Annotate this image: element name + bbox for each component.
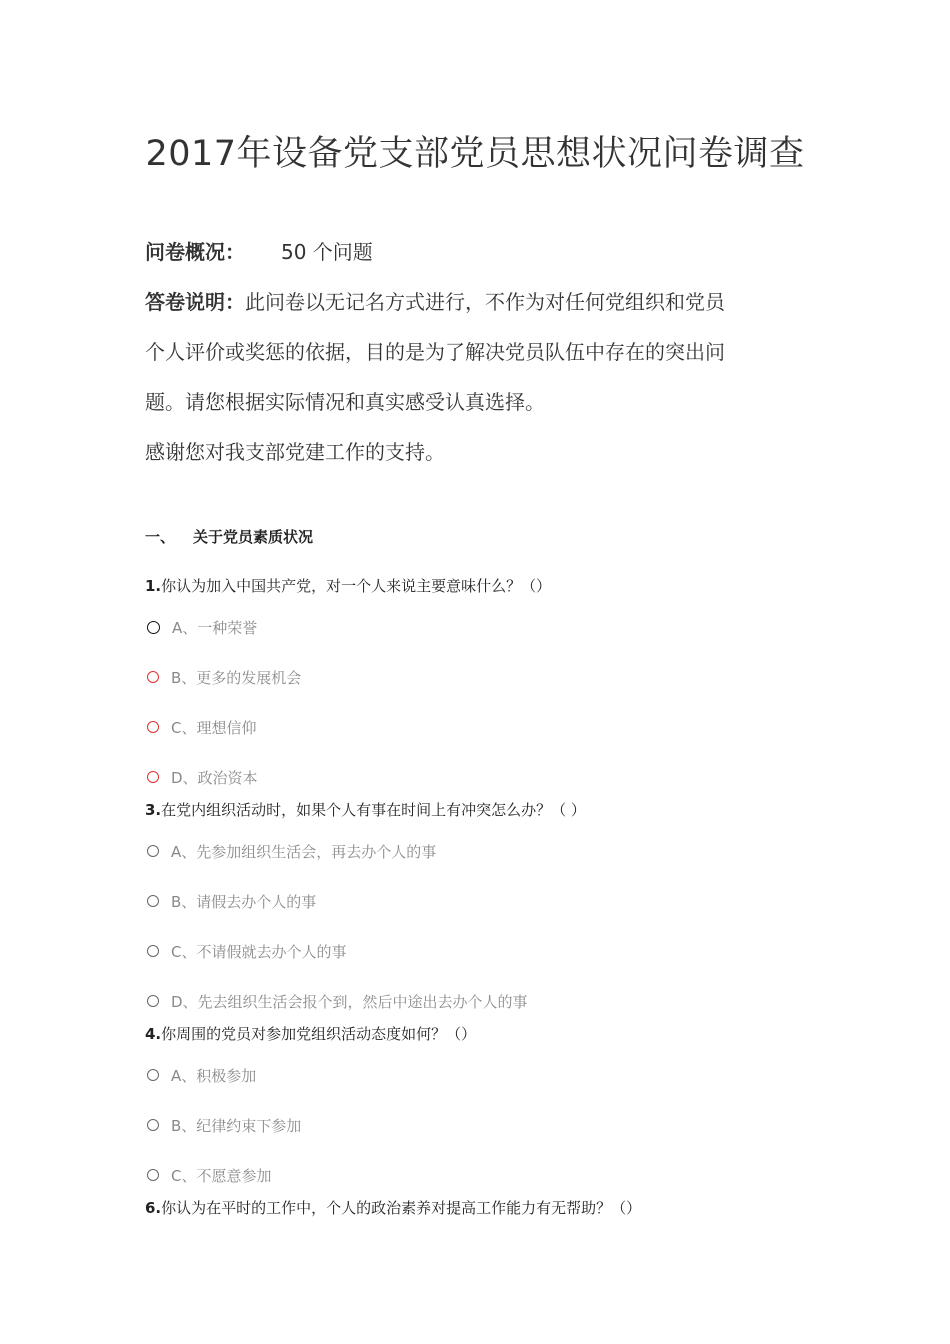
section-title: 关于党员素质状况 — [193, 528, 314, 546]
option-label: A、一种荣誉 — [172, 618, 258, 637]
radio-button-icon[interactable] — [147, 1169, 159, 1181]
question-text: 你认为加入中国共产党，对一个人来说主要意味什么？（） — [161, 577, 552, 595]
q4-option-b[interactable] — [147, 1114, 301, 1136]
instructions-label: 答卷说明： — [145, 290, 245, 314]
radio-button-icon[interactable] — [147, 671, 159, 683]
question-6 — [145, 1197, 641, 1218]
option-label: C、理想信仰 — [171, 718, 257, 737]
radio-button-icon[interactable] — [147, 621, 160, 634]
question-text: 你周围的党员对参加党组织活动态度如何？（） — [161, 1025, 477, 1043]
radio-button-icon[interactable] — [147, 721, 159, 733]
option-label: A、积极参加 — [171, 1066, 257, 1085]
instructions-line-1 — [145, 286, 825, 315]
question-number: 3. — [145, 801, 162, 819]
radio-button-icon[interactable] — [147, 771, 159, 783]
radio-button-icon[interactable] — [147, 845, 159, 857]
instructions-line-3: 题。请您根据实际情况和真实感受认真选择。 — [145, 390, 545, 414]
overview-line — [145, 236, 825, 265]
radio-button-icon[interactable] — [147, 945, 159, 957]
q3-option-c[interactable] — [147, 940, 346, 962]
q1-option-d[interactable] — [147, 766, 258, 788]
section-number: 一、 — [145, 528, 176, 546]
q3-option-d[interactable] — [147, 990, 528, 1012]
option-label: B、纪律约束下参加 — [171, 1116, 302, 1135]
question-text: 你认为在平时的工作中，个人的政治素养对提高工作能力有无帮助？（） — [161, 1199, 642, 1217]
q4-option-a[interactable] — [147, 1064, 256, 1086]
overview-label: 问卷概况： — [145, 240, 245, 264]
question-text: 在党内组织活动时，如果个人有事在时间上有冲突怎么办？（ ） — [161, 801, 586, 819]
section-heading — [145, 526, 313, 547]
radio-button-icon[interactable] — [147, 1119, 159, 1131]
page-title: 2017年设备党支部党员思想状况问卷调查 — [145, 134, 805, 174]
instructions-line-2: 个人评价或奖惩的依据，目的是为了解决党员队伍中存在的突出问 — [145, 340, 725, 364]
question-number: 6. — [145, 1199, 162, 1217]
q1-option-b[interactable] — [147, 666, 301, 688]
overview-value: 50 个问题 — [281, 240, 373, 264]
q4-option-c[interactable] — [147, 1164, 271, 1186]
radio-button-icon[interactable] — [147, 1069, 159, 1081]
option-label: B、请假去办个人的事 — [171, 892, 317, 911]
question-1 — [145, 575, 551, 596]
option-label: C、不愿意参加 — [171, 1166, 272, 1185]
option-label: D、先去组织生活会报个到，然后中途出去办个人的事 — [171, 992, 528, 1011]
q3-option-b[interactable] — [147, 890, 316, 912]
radio-button-icon[interactable] — [147, 995, 159, 1007]
q3-option-a[interactable] — [147, 840, 436, 862]
option-label: D、政治资本 — [171, 768, 258, 787]
q1-option-c[interactable] — [147, 716, 256, 738]
q1-option-a[interactable] — [147, 616, 257, 638]
instructions-text-1: 此问卷以无记名方式进行，不作为对任何党组织和党员 — [245, 290, 725, 314]
question-4 — [145, 1023, 476, 1044]
option-label: C、不请假就去办个人的事 — [171, 942, 347, 961]
question-number: 4. — [145, 1025, 162, 1043]
thanks-line: 感谢您对我支部党建工作的支持。 — [145, 440, 445, 464]
question-3 — [145, 799, 586, 820]
radio-button-icon[interactable] — [147, 895, 159, 907]
option-label: A、先参加组织生活会，再去办个人的事 — [171, 842, 437, 861]
option-label: B、更多的发展机会 — [171, 668, 302, 687]
question-number: 1. — [145, 577, 162, 595]
